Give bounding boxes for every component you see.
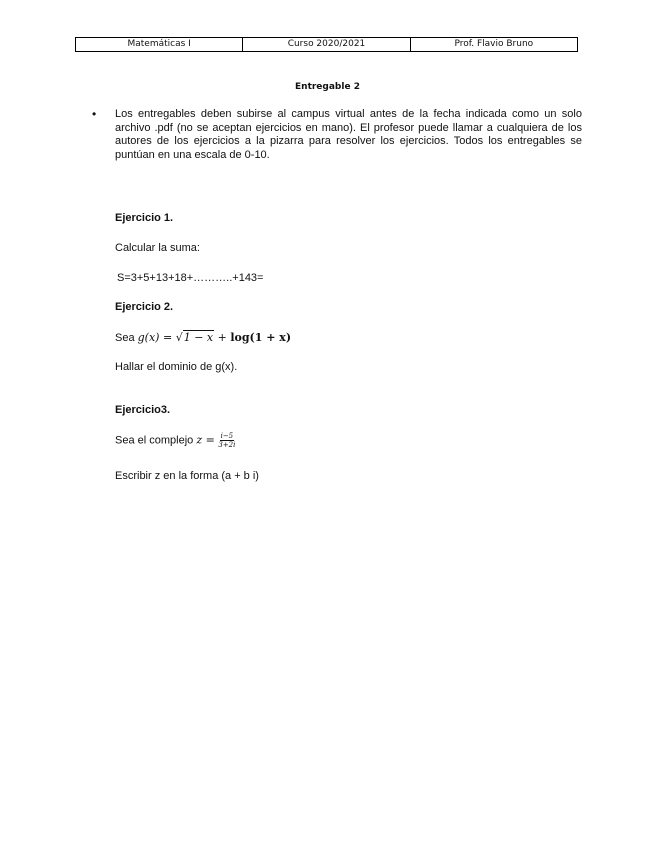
- instructions-paragraph: Los entregables deben subirse al campus virtual antes de la fecha indicada como un solo archivo .pdf (no se aceptan ejercicios en mano). El profesor puede llamar a cualquiera de los autores de los ejercicios a la pizarra para resolver los ejercicios. Todos los entregables se puntúan en una escala de 0-10.: [115, 108, 582, 161]
- exercise-3-sea: Sea el complejo: [115, 434, 194, 447]
- exercise-2-definition: [115, 331, 291, 346]
- exercise-2-task: Hallar el dominio de g(x).: [115, 361, 238, 373]
- header-course: Curso 2020/2021: [243, 38, 410, 52]
- exercise-2-sea: Sea: [115, 332, 135, 344]
- exercise-3-task: Escribir z en la forma (a + b i): [115, 470, 259, 482]
- exercise-1-heading: Ejercicio 1.: [115, 212, 174, 224]
- exercise-2-function-lhs: g(x) =: [137, 331, 176, 344]
- exercise-3-heading: Ejercicio3.: [115, 404, 171, 416]
- exercise-2-radicand: 1 − x: [183, 331, 214, 344]
- exercise-3-numerator: i−5: [220, 432, 234, 440]
- exercise-3-definition: [115, 432, 235, 449]
- exercise-3-z-eq: z =: [196, 433, 219, 447]
- exercise-2-log: log(1 + x): [230, 331, 292, 344]
- exercise-3-fraction: [218, 432, 235, 449]
- bullet-icon: •: [92, 107, 97, 121]
- document-title: Entregable 2: [295, 82, 360, 92]
- exercise-1-sum: S=3+5+13+18+………..+143=: [117, 272, 264, 284]
- sqrt-symbol: √1 − x: [175, 331, 214, 344]
- exercise-3-denominator: 3+2i: [218, 441, 236, 449]
- header-professor: Prof. Flavio Bruno: [410, 38, 577, 52]
- exercise-2-heading: Ejercicio 2.: [115, 301, 174, 313]
- exercise-1-prompt: Calcular la suma:: [115, 242, 200, 254]
- header-subject: Matemáticas I: [76, 38, 243, 52]
- header-table: [75, 37, 578, 52]
- exercise-2-plus: +: [214, 331, 231, 344]
